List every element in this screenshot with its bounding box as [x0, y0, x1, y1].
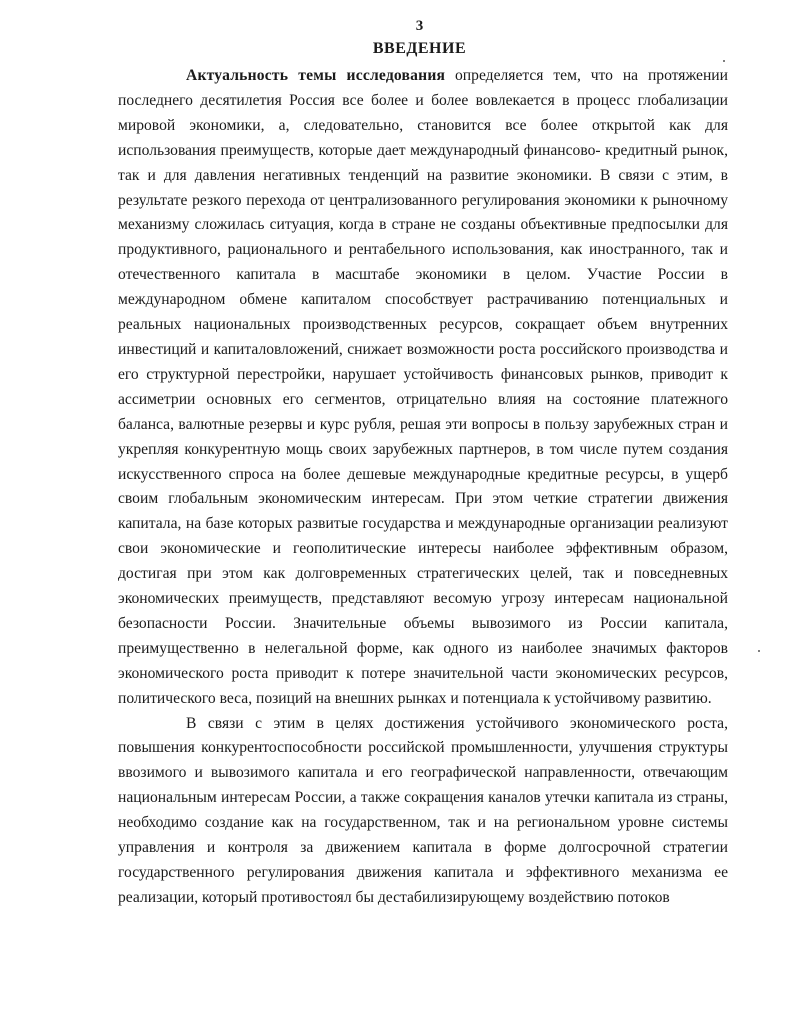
scan-speck — [758, 650, 760, 652]
body-text — [118, 64, 728, 911]
section-title: ВВЕДЕНИЕ — [372, 40, 467, 57]
page-number: 3 — [415, 18, 424, 34]
paragraph-1-lead: Актуальность темы исследования — [186, 67, 446, 84]
paragraph-1-text: определяется тем, что на протяжении последнего десятилетия Россия все более и более вовлекается в процесс глобализации мировой экономики, а, следовательно, становится все более открытой как для использования преимуществ, которые дает международный финансово- кредитный рынок, так и для давления негативных тенденций на развитие экономики. В связи с этим, в результате резкого перехода от централизованного регулирования экономики к рыночному механизму сложилась ситуация, когда в стране не созданы объективные предпосылки для продуктивного, рационального и рентабельного использования, как иностранного, так и отечественного капитала в масштабе экономики в целом. Участие России в международном обмене капиталом способствует растрачиванию потенциальных и реальных национальных производственных ресурсов, сокращает объем внутренних инвестиций и капиталовложений, снижает возможности роста российского производства и его структурной перестройки, нарушает устойчивость финансовых рынков, приводит к ассиметрии основных его сегментов, отрицательно влияя на состояние платежного баланса, валютные резервы и курс рубля, решая эти вопросы в пользу зарубежных стран и укрепляя конкурентную мощь своих зарубежных партнеров, в том числе путем создания искусственного спроса на более дешевые международные кредитные ресурсы, в ущерб своим глобальным экономическим интересам. При этом четкие стратегии движения капитала, на базе которых развитые государства и международные организации реализуют свои экономические и геополитические интересы наиболее эффективным образом, достигая при этом как долговременных стратегических целей, так и повседневных экономических преимуществ, представляют весомую угрозу интересам национальной безопасности России. Значительные объемы вывозимого из России капитала, преимущественно в нелегальной форме, как одного из наиболее значимых факторов экономического роста приводит к потере значительной части экономических ресурсов, политического веса, позиций на внешних рынках и потенциала к устойчивому развитию. — [118, 67, 728, 707]
paragraph-1 — [118, 64, 728, 712]
paragraph-2: В связи с этим в целях достижения устойчивого экономического роста, повышения конкурентоспособности российской промышленности, улучшения структуры ввозимого и вывозимого капитала и его географической направленности, отвечающим национальным интересам России, а также сокращения каналов утечки капитала из страны, необходимо создание как на государственном, так и на региональном уровне системы управления и контроля за движением капитала в форме долгосрочной стратегии государственного регулирования движения капитала и эффективного механизма ее реализации, который противостоял бы дестабилизирующему воздействию потоков — [118, 714, 728, 906]
scan-speck — [723, 60, 725, 62]
